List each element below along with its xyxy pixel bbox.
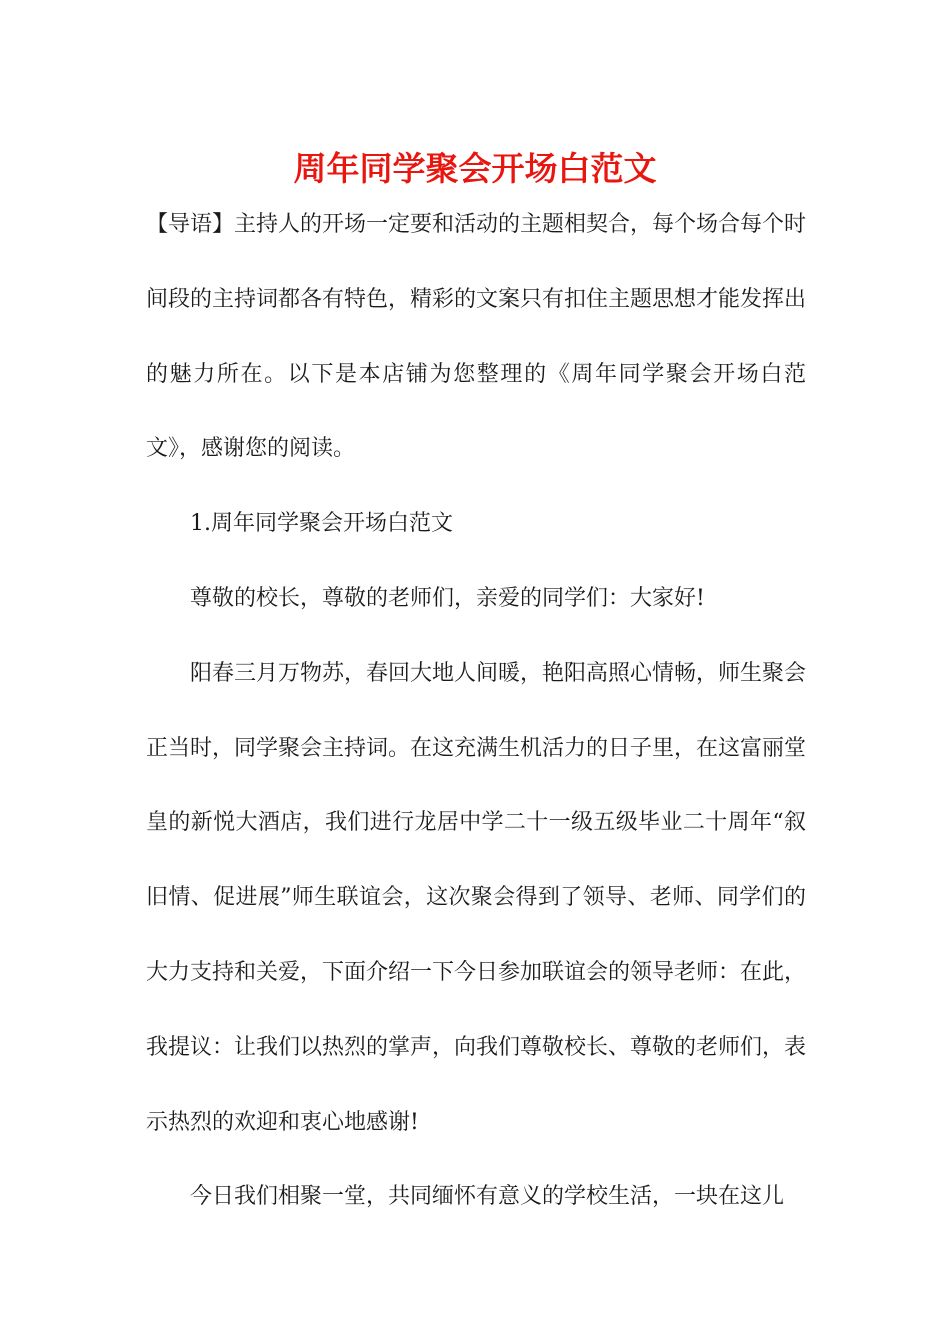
- body-paragraph: 阳春三月万物苏，春回大地人间暖，艳阳高照心情畅，师生聚会正当时，同学聚会主持词。在这充满生机活力的日子里，在这富丽堂皇的新悦大酒店，我们进行龙居中学二十一级五级毕业二十周年“叙旧情、促进展”师生联谊会，这次聚会得到了领导、老师、同学们的大力支持和关爱，下面介绍一下今日参加联谊会的领导老师：在此，我提议：让我们以热烈的掌声，向我们尊敬校长、尊敬的老师们，表示热烈的欢迎和衷心地感谢!: [146, 660, 807, 1135]
- document-body: [146, 188, 806, 1235]
- greeting-paragraph: 尊敬的校长，尊敬的老师们，亲爱的同学们：大家好!: [190, 585, 705, 611]
- section-heading: 1.周年同学聚会开场白范文: [190, 511, 453, 537]
- document-title: 周年同学聚会开场白范文: [293, 149, 657, 188]
- intro-paragraph: 【导语】主持人的开场一定要和活动的主题相契合，每个场合每个时间段的主持词都各有特色，精彩的文案只有扣住主题思想才能发挥出的魅力所在。以下是本店铺为您整理的《周年同学聚会开场白范文》，感谢您的阅读。: [146, 212, 807, 462]
- body-paragraph: 今日我们相聚一堂，共同缅怀有意义的学校生活，一块在这儿: [190, 1184, 785, 1210]
